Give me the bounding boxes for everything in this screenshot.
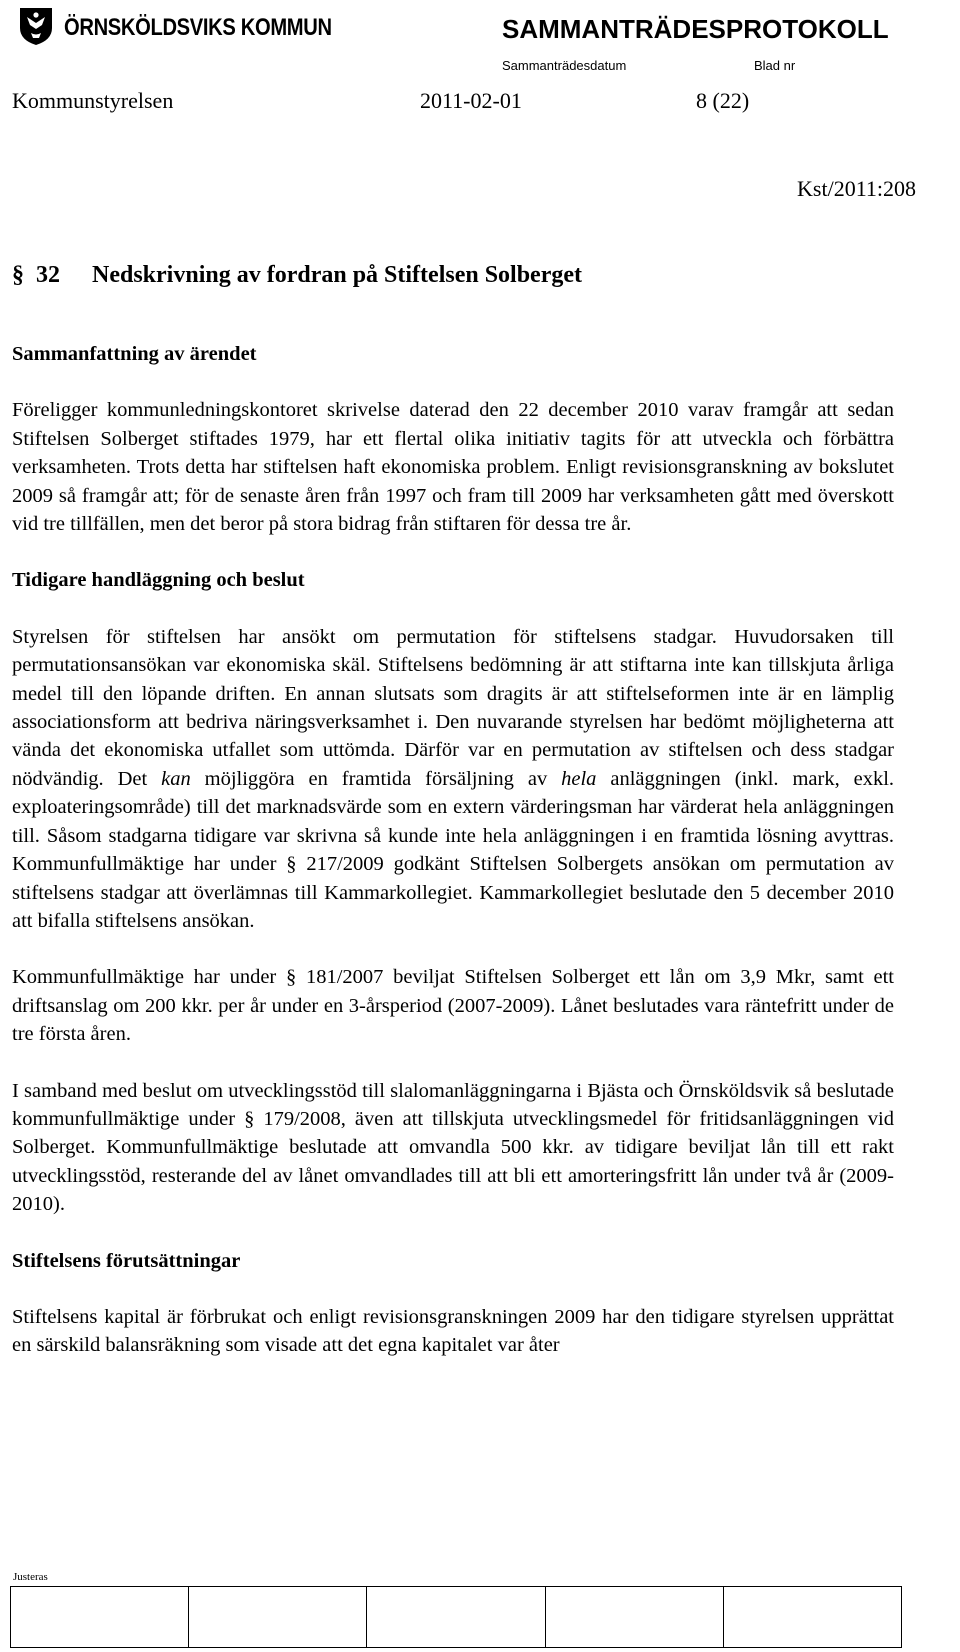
loan-paragraph: Kommunfullmäktige har under § 181/2007 beviljat Stiftelsen Solberget ett lån om 3,9 Mkr, samt ett driftsanslag om 200 kkr. per år under en 3-årsperiod (2007-2009). Lånet beslutades vara räntefritt under de tre första åren. [12, 966, 894, 1046]
justeras-label: Justeras [13, 1571, 48, 1583]
meeting-date: 2011-02-01 [420, 88, 522, 113]
summary-heading: Sammanfattning av ärendet [12, 343, 257, 365]
page-label: Blad nr [754, 58, 796, 73]
signature-box [189, 1587, 367, 1648]
previous-handling-heading: Tidigare handläggning och beslut [12, 569, 305, 592]
page-number: 8 (22) [696, 88, 750, 113]
body-name: Kommunstyrelsen [12, 88, 174, 113]
foundation-conditions-paragraph: Stiftelsens kapital är förbrukat och enligt revisionsgranskningen 2009 har den tidigare styrelsen upprättat en särskild balansräkning som visade att det egna kapitalet var åter [12, 1305, 894, 1357]
paragraph-sign: § [12, 262, 24, 288]
meeting-date-label: Sammanträdesdatum [502, 58, 627, 73]
foundation-conditions-heading: Stiftelsens förutsättningar [12, 1249, 241, 1272]
emphasis-kan: kan [161, 767, 191, 790]
document-body [12, 340, 894, 1360]
permutation-text-part-1: Styrelsen för stiftelsen har ansökt om permutation för stiftelsens stadgar. Huvudorsaken till permutationsansökan var ekonomiska skäl. Stiftelsens bedömning är att stiftarna inte kan tillskjuta årliga medel till den löpande driften. En annan slutsats som dragits är att stiftelseformen inte är en lämplig associationsform att bedriva näringsverksamhet i. Den nuvarande styrelsen har bedömt möjligheterna att vända det ekonomiska utfallet som uttömda. Därför var en permutation av stiftelsen och dess stadgar nödvändig. Det [12, 625, 894, 790]
section-sign-and-number [12, 262, 92, 289]
emphasis-hela: hela [561, 767, 597, 790]
case-number: Kst/2011:208 [797, 176, 916, 201]
permutation-text-part-2: möjliggöra en framtida försäljning av [204, 767, 548, 790]
section-heading [12, 262, 582, 289]
signature-box [11, 1587, 189, 1648]
permutation-text-part-3: anläggningen (inkl. mark, exkl. exploateringsområde) till det marknadsvärde som en extern värderingsman har värderat hela anläggningen till. Såsom stadgarna tidigare var skrivna så kunde inte hela anläggningen i en framtida lösning avyttras. Kommunfullmäktige har under § 217/2009 godkänt Stiftelsen Solbergets ansökan om permutation av stiftelsens stadgar att överlämnas till Kammarkollegiet. Kammarkollegiet beslutade den 5 december 2010 att bifalla stiftelsens ansökan. [12, 767, 895, 932]
organization-name: ÖRNSKÖLDSVIKS KOMMUN [64, 14, 332, 41]
permutation-paragraph [12, 623, 894, 935]
section-title: Nedskrivning av fordran på Stiftelsen Solberget [92, 262, 583, 288]
document-type-title: SAMMANTRÄDESPROTOKOLL [502, 14, 889, 44]
municipality-crest-icon [18, 6, 54, 46]
section-number: 32 [36, 262, 60, 288]
signature-boxes [10, 1586, 902, 1648]
signature-box [545, 1587, 723, 1648]
development-support-paragraph: I samband med beslut om utvecklingsstöd till slalomanläggningarna i Bjästa och Örnsköldsvik så beslutade kommunfullmäktige under § 179/2008, även att tillskjuta utvecklingsmedel för fritidsanläggningen vid Solberget. Kommunfullmäktige beslutade att omvandla 500 kkr. av tidigare beviljat lån till ett rakt utvecklingsstöd, resterande del av lånet omvandlades till att bli ett amorteringsfritt lån under två år (2009-2010). [12, 1079, 894, 1216]
summary-paragraph: Föreligger kommunledningskontoret skrivelse daterad den 22 december 2010 varav framgår att sedan Stiftelsen Solberget stiftades 1979, har ett flertal olika initiativ tagits för att utveckla och förbättra verksamheten. Trots detta har stiftelsen haft ekonomiska problem. Enligt revisionsgranskning av bokslutet 2009 så framgår att; för de senaste åren från 1997 och fram till 2009 har verksamheten gått med överskott vid tre tillfällen, men det beror på stora bidrag från stiftaren för dessa tre år. [12, 399, 894, 536]
signature-box [367, 1587, 545, 1648]
signature-box [723, 1587, 901, 1648]
